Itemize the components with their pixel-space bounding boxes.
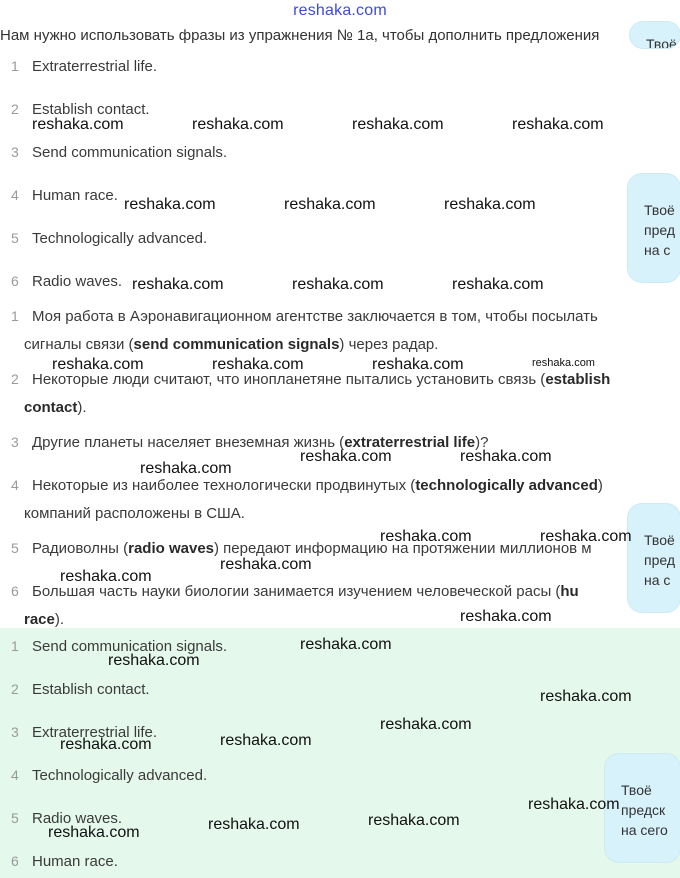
item-number: 6 xyxy=(11,273,19,289)
item-number: 1 xyxy=(11,58,19,74)
answer-bold: hu xyxy=(560,583,579,600)
watermark: reshaka.com xyxy=(124,196,216,213)
item-number: 3 xyxy=(11,434,19,450)
item-number: 4 xyxy=(11,477,19,493)
watermark: reshaka.com xyxy=(512,116,604,133)
watermark: reshaka.com xyxy=(528,796,620,813)
watermark: reshaka.com xyxy=(444,196,536,213)
card-line: на с xyxy=(644,242,671,258)
item-text: Extraterrestrial life. xyxy=(32,58,158,75)
watermark: reshaka.com xyxy=(48,824,140,841)
watermark: reshaka.com xyxy=(372,356,464,373)
text-part: Большая часть науки биологии занимается изучением человеческой расы ( xyxy=(32,583,561,600)
item-text: Establish contact. xyxy=(32,101,150,118)
item-number: 3 xyxy=(11,144,19,160)
item-number: 5 xyxy=(11,540,19,556)
item-number: 5 xyxy=(11,810,19,826)
text-part: ). xyxy=(77,399,87,416)
card-line: Твоё xyxy=(621,782,652,798)
watermark: reshaka.com xyxy=(284,196,376,213)
answer-bold: establish xyxy=(545,371,611,388)
watermark: reshaka.com xyxy=(220,732,312,749)
item-number: 3 xyxy=(11,724,19,740)
answer-bold: extraterrestrial life xyxy=(344,434,476,451)
item-number: 6 xyxy=(11,583,19,599)
card-line: Твоё xyxy=(646,36,677,48)
side-card[interactable] xyxy=(628,174,680,282)
side-card[interactable] xyxy=(630,22,680,48)
answer-bold: contact xyxy=(24,399,78,416)
watermark: reshaka.com xyxy=(460,608,552,625)
watermark: reshaka.com xyxy=(300,448,392,465)
watermark: reshaka.com xyxy=(208,816,300,833)
item-text: Моя работа в Аэронавигационном агентстве заключается в том, чтобы посылать xyxy=(32,308,598,325)
item-number: 4 xyxy=(11,767,19,783)
item-text: Establish contact. xyxy=(32,681,150,698)
watermark: reshaka.com xyxy=(220,556,312,573)
watermark: reshaka.com xyxy=(212,356,304,373)
item-text: Human race. xyxy=(32,187,118,204)
answer-bold: radio waves xyxy=(128,540,215,557)
item-number: 2 xyxy=(11,371,19,387)
item-text: Technologically advanced. xyxy=(32,230,208,247)
watermark: reshaka.com xyxy=(300,636,392,653)
watermark: reshaka.com xyxy=(352,116,444,133)
text-part: Радиоволны ( xyxy=(32,540,129,557)
card-line: пред xyxy=(644,222,676,238)
item-number: 1 xyxy=(11,638,19,654)
watermark: reshaka.com xyxy=(132,276,224,293)
card-line: предск xyxy=(621,802,666,818)
watermark: reshaka.com xyxy=(368,812,460,829)
item-text: Radio waves. xyxy=(32,810,123,827)
watermark: reshaka.com xyxy=(52,356,144,373)
text-part: Другие планеты населяет внеземная жизнь ( xyxy=(32,434,345,451)
text-part: ) через радар. xyxy=(339,336,439,353)
intro-text: Нам нужно использовать фразы из упражнения № 1а, чтобы дополнить предложения xyxy=(0,27,600,44)
text-part: Некоторые люди считают, что инопланетяне пытались установить связь ( xyxy=(32,371,546,388)
answer-bold: send communication signals xyxy=(133,336,340,353)
item-text: Send communication signals. xyxy=(32,144,228,161)
answer-bold: technologically advanced xyxy=(415,477,598,494)
card-line: пред xyxy=(644,552,676,568)
item-number: 6 xyxy=(11,853,19,869)
text-part: ) передают информацию на протяжении миллионов м xyxy=(214,540,592,557)
text-part: ) xyxy=(597,477,603,494)
item-number: 5 xyxy=(11,230,19,246)
text-part: ). xyxy=(54,611,65,628)
answer-bold: race xyxy=(24,611,55,628)
item-text: Send communication signals. xyxy=(32,638,228,655)
watermark: reshaka.com xyxy=(452,276,544,293)
watermark: reshaka.com xyxy=(292,276,384,293)
text-part: компаний расположены в США. xyxy=(24,505,245,522)
watermark: reshaka.com xyxy=(192,116,284,133)
watermark: reshaka.com xyxy=(540,688,632,705)
card-line: на с xyxy=(644,572,671,588)
watermark: reshaka.com xyxy=(380,528,472,545)
card-line: Твоё xyxy=(644,532,675,548)
watermark: reshaka.com xyxy=(380,716,472,733)
item-text: Human race. xyxy=(32,853,118,870)
site-header-link[interactable]: reshaka.com xyxy=(293,2,387,19)
text-part: )? xyxy=(475,434,489,451)
card-line: Твоё xyxy=(644,202,675,218)
item-text: Radio waves. xyxy=(32,273,123,290)
text-part: сигналы связи ( xyxy=(24,336,134,353)
card-line: на сего xyxy=(621,822,668,838)
item-text: Extraterrestrial life. xyxy=(32,724,158,741)
watermark: reshaka.com xyxy=(108,652,200,669)
watermark: reshaka.com xyxy=(60,568,152,585)
text-part: Некоторые из наиболее технологически продвинутых ( xyxy=(32,477,416,494)
watermark: reshaka.com xyxy=(60,736,152,753)
item-number: 1 xyxy=(11,308,19,324)
watermark: reshaka.com xyxy=(140,460,232,477)
watermark: reshaka.com xyxy=(460,448,552,465)
item-text: Technologically advanced. xyxy=(32,767,208,784)
item-number: 2 xyxy=(11,101,19,117)
watermark: reshaka.com xyxy=(32,116,124,133)
watermark: reshaka.com xyxy=(532,357,595,369)
side-card[interactable] xyxy=(628,504,680,612)
item-number: 2 xyxy=(11,681,19,697)
watermark: reshaka.com xyxy=(540,528,632,545)
item-number: 4 xyxy=(11,187,19,203)
